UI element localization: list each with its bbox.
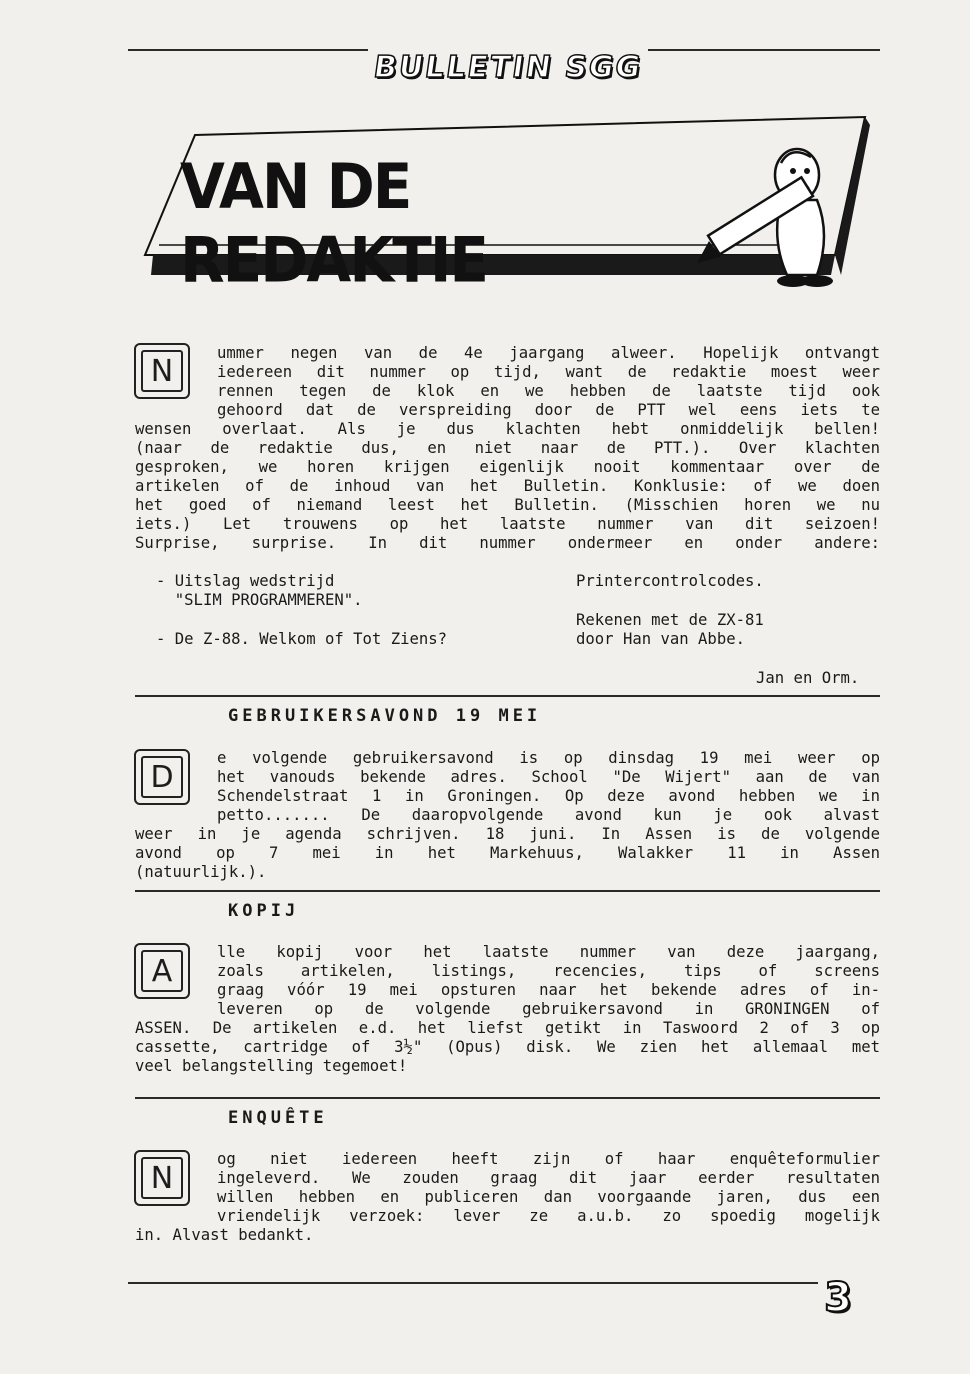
enquete-line-3: willen hebben en publiceren dan voorgaande jaren, dus een	[217, 1188, 880, 1206]
dropcap-d: D	[134, 749, 190, 805]
avond-line-4: petto....... De daaropvolgende avond kun je ook alvast	[217, 806, 880, 824]
enquete-line-1: og niet iedereen heeft zijn of haar enquêteformulier	[217, 1150, 880, 1168]
contents-item-zx81-author: door Han van Abbe.	[576, 630, 745, 648]
avond-line-3: Schendelstraat 1 in Groningen. Op deze avond hebben we in	[217, 787, 880, 805]
intro-line-3: rennen tegen de klok en we hebben de laatste tijd ook	[217, 382, 880, 400]
dropcap-a: A	[134, 943, 190, 999]
page-number: 3	[824, 1275, 852, 1321]
intro-line-5: wensen overlaat. Als je dus klachten hebt onmiddelijk bellen!	[135, 420, 880, 438]
enquete-line-4: vriendelijk verzoek: lever ze a.u.b. zo spoedig mogelijk	[217, 1207, 880, 1225]
banner-title: VAN DE REDAKTIE	[180, 149, 488, 297]
kopij-line-3: graag vóór 19 mei opsturen naar het bekende adres of in-	[217, 981, 880, 999]
kopij-line-5: ASSEN. De artikelen e.d. het liefst getikt in Taswoord 2 of 3 op	[135, 1019, 880, 1037]
contents-item-wedstrijd-title: "SLIM PROGRAMMEREN".	[156, 591, 363, 609]
avond-line-2: het vanouds bekende adres. School "De Wijert" aan de van	[217, 768, 880, 786]
heading-kopij: KOPIJ	[228, 901, 300, 921]
avond-line-1: e volgende gebruikersavond is op dinsdag 19 mei weer op	[217, 749, 880, 767]
intro-line-7: gesproken, we horen krijgen eigenlijk nooit kommentaar over de	[135, 458, 880, 476]
contents-item-z88: - De Z-88. Welkom of Tot Ziens?	[156, 630, 448, 648]
masthead-title: BULLETIN SGG	[371, 49, 644, 85]
dropcap-n-intro: N	[134, 343, 190, 399]
contents-item-printercodes: Printercontrolcodes.	[576, 572, 764, 590]
contents-item-wedstrijd: - Uitslag wedstrijd	[156, 572, 335, 590]
avond-line-7: (natuurlijk.).	[135, 863, 267, 881]
header-rule-right	[648, 49, 880, 51]
dropcap-n-enquete: N	[134, 1150, 190, 1206]
avond-line-6: avond op 7 mei in het Markehuus, Walakker 11 in Assen	[135, 844, 880, 862]
masthead	[365, 48, 650, 86]
kopij-line-1: lle kopij voor het laatste nummer van deze jaargang,	[217, 943, 880, 961]
footer-rule	[128, 1282, 818, 1284]
intro-line-2: iedereen dit nummer op tijd, want de redaktie moest weer	[217, 363, 880, 381]
intro-line-6: (naar de redaktie dus, en niet naar de PTT.). Over klachten	[135, 439, 880, 457]
heading-enquete: ENQUÊTE	[228, 1108, 328, 1128]
divider-1	[135, 695, 880, 697]
header-rule-left	[128, 49, 368, 51]
kopij-line-6: cassette, cartridge of 3½" (Opus) disk. We zien het allemaal met	[135, 1038, 880, 1056]
kopij-line-7: veel belangstelling tegemoet!	[135, 1057, 408, 1075]
intro-line-4: gehoord dat de verspreiding door de PTT wel eens iets te	[217, 401, 880, 419]
contents-item-zx81: Rekenen met de ZX-81	[576, 611, 764, 629]
intro-line-1: ummer negen van de 4e jaargang alweer. Hopelijk ontvangt	[217, 344, 880, 362]
intro-line-9: het goed of niemand leest het Bulletin. (Misschien horen we nu	[135, 496, 880, 514]
avond-line-5: weer in je agenda schrijven. 18 juni. In Assen is de volgende	[135, 825, 880, 843]
intro-line-11: Surprise, surprise. In dit nummer ondermeer en onder andere:	[135, 534, 880, 552]
kopij-line-2: zoals artikelen, listings, recencies, tips of screens	[217, 962, 880, 980]
enquete-line-5: in. Alvast bedankt.	[135, 1226, 314, 1244]
heading-gebruikersavond: GEBRUIKERSAVOND 19 MEI	[228, 706, 542, 726]
signature: Jan en Orm.	[756, 669, 860, 687]
intro-line-8: artikelen of de inhoud van het Bulletin. Konklusie: of we doen	[135, 477, 880, 495]
kopij-line-4: leveren op de volgende gebruikersavond in GRONINGEN of	[217, 1000, 880, 1018]
intro-line-10: iets.) Let trouwens op het laatste nummer van dit seizoen!	[135, 515, 880, 533]
enquete-line-2: ingeleverd. We zouden graag dit jaar eerder resultaten	[217, 1169, 880, 1187]
divider-2	[135, 890, 880, 892]
divider-3	[135, 1097, 880, 1099]
